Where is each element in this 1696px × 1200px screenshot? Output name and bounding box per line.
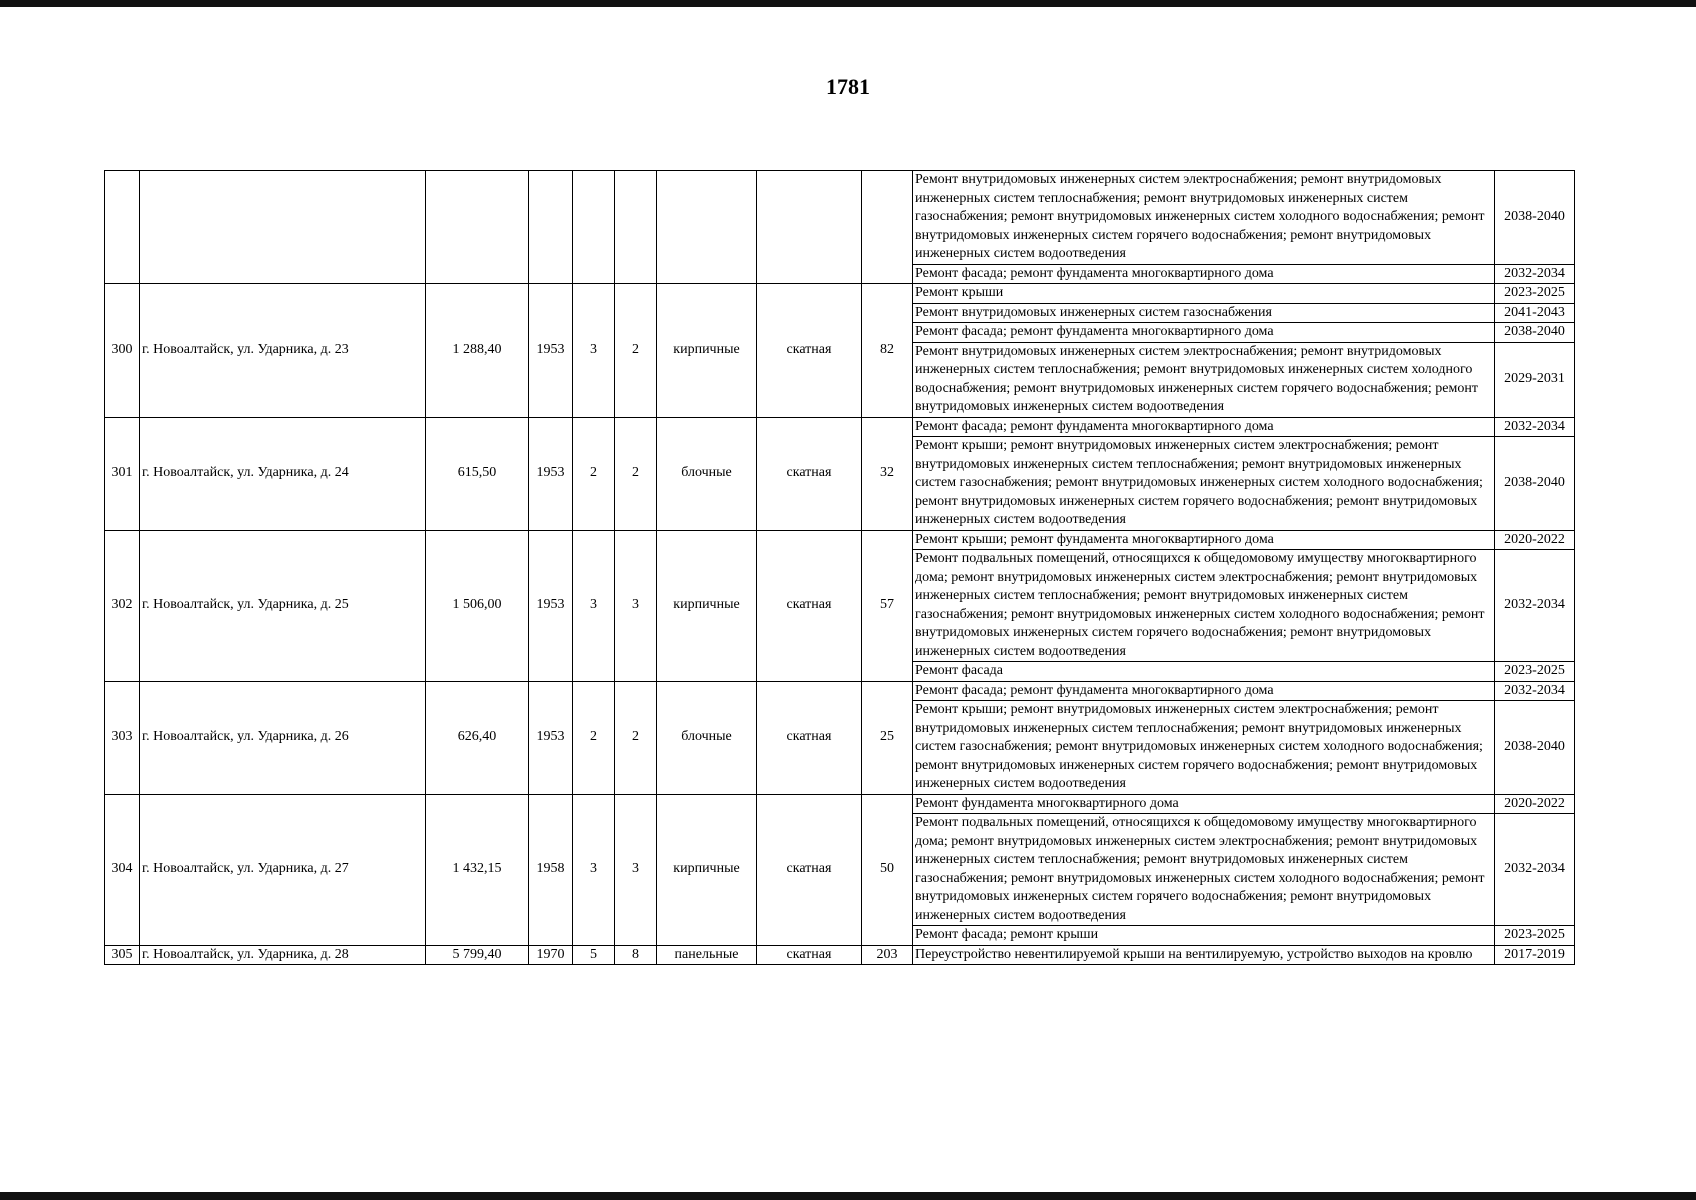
- row-number: 305: [105, 945, 140, 965]
- resident-count: 32: [862, 417, 913, 530]
- build-year: [529, 171, 573, 284]
- entrance-count: 8: [615, 945, 657, 965]
- work-description: Ремонт фасада; ремонт фундамента многоквартирного дома: [913, 264, 1495, 284]
- row-number: 301: [105, 417, 140, 530]
- work-period: 2017-2019: [1495, 945, 1575, 965]
- resident-count: 203: [862, 945, 913, 965]
- build-year: 1970: [529, 945, 573, 965]
- wall-material: блочные: [657, 681, 757, 794]
- scan-border-bottom: [0, 1192, 1696, 1200]
- table-row: [105, 530, 1575, 550]
- row-number: 304: [105, 794, 140, 945]
- work-period: 2032-2034: [1495, 814, 1575, 926]
- address: г. Новоалтайск, ул. Ударника, д. 28: [140, 945, 426, 965]
- roof-type: скатная: [757, 284, 862, 418]
- work-description: Ремонт внутридомовых инженерных систем электроснабжения; ремонт внутридомовых инженерных систем теплоснабжения; ремонт внутридомовых инженерных систем холодного водоснабжения; ремонт внутридомовых инженерных систем горячего водоснабжения; ремонт внутридомовых инженерных систем водоотведения: [913, 342, 1495, 417]
- roof-type: скатная: [757, 794, 862, 945]
- entrance-count: 2: [615, 417, 657, 530]
- work-description: Ремонт фундамента многоквартирного дома: [913, 794, 1495, 814]
- resident-count: 25: [862, 681, 913, 794]
- wall-material: панельные: [657, 945, 757, 965]
- wall-material: кирпичные: [657, 284, 757, 418]
- total-area: 1 432,15: [426, 794, 529, 945]
- build-year: 1953: [529, 530, 573, 681]
- address: г. Новоалтайск, ул. Ударника, д. 25: [140, 530, 426, 681]
- work-period: 2023-2025: [1495, 926, 1575, 946]
- total-area: 615,50: [426, 417, 529, 530]
- work-description: Переустройство невентилируемой крыши на вентилируемую, устройство выходов на кровлю: [913, 945, 1495, 965]
- work-period: 2041-2043: [1495, 303, 1575, 323]
- work-description: Ремонт подвальных помещений, относящихся к общедомовому имуществу многоквартирного дома; ремонт внутридомовых инженерных систем электроснабжения; ремонт внутридомовых инженерных систем теплоснабжения; ремонт внутридомовых инженерных систем газоснабжения; ремонт внутридомовых инженерных систем холодного водоснабжения; ремонт внутридомовых инженерных систем горячего водоснабжения; ремонт внутридомовых инженерных систем водоотведения: [913, 814, 1495, 926]
- row-number: 302: [105, 530, 140, 681]
- floor-count: [573, 171, 615, 284]
- work-period: 2038-2040: [1495, 701, 1575, 795]
- address: г. Новоалтайск, ул. Ударника, д. 24: [140, 417, 426, 530]
- work-period: 2020-2022: [1495, 794, 1575, 814]
- total-area: 1 288,40: [426, 284, 529, 418]
- build-year: 1958: [529, 794, 573, 945]
- table-body: [105, 171, 1575, 965]
- wall-material: [657, 171, 757, 284]
- work-description: Ремонт крыши; ремонт внутридомовых инженерных систем электроснабжения; ремонт внутридомовых инженерных систем теплоснабжения; ремонт внутридомовых инженерных систем газоснабжения; ремонт внутридомовых инженерных систем холодного водоснабжения; ремонт внутридомовых инженерных систем горячего водоснабжения; ремонт внутридомовых инженерных систем водоотведения: [913, 437, 1495, 531]
- total-area: 1 506,00: [426, 530, 529, 681]
- row-number: [105, 171, 140, 284]
- row-number: 300: [105, 284, 140, 418]
- build-year: 1953: [529, 417, 573, 530]
- work-period: 2032-2034: [1495, 550, 1575, 662]
- work-period: 2020-2022: [1495, 530, 1575, 550]
- address: [140, 171, 426, 284]
- resident-count: 50: [862, 794, 913, 945]
- address: г. Новоалтайск, ул. Ударника, д. 23: [140, 284, 426, 418]
- resident-count: 82: [862, 284, 913, 418]
- work-description: Ремонт подвальных помещений, относящихся к общедомовому имуществу многоквартирного дома; ремонт внутридомовых инженерных систем электроснабжения; ремонт внутридомовых инженерных систем теплоснабжения; ремонт внутридомовых инженерных систем газоснабжения; ремонт внутридомовых инженерных систем холодного водоснабжения; ремонт внутридомовых инженерных систем горячего водоснабжения; ремонт внутридомовых инженерных систем водоотведения: [913, 550, 1495, 662]
- work-description: Ремонт фасада; ремонт фундамента многоквартирного дома: [913, 417, 1495, 437]
- build-year: 1953: [529, 681, 573, 794]
- address: г. Новоалтайск, ул. Ударника, д. 27: [140, 794, 426, 945]
- work-period: 2038-2040: [1495, 323, 1575, 343]
- work-period: 2029-2031: [1495, 342, 1575, 417]
- roof-type: скатная: [757, 945, 862, 965]
- work-description: Ремонт крыши; ремонт внутридомовых инженерных систем электроснабжения; ремонт внутридомовых инженерных систем теплоснабжения; ремонт внутридомовых инженерных систем газоснабжения; ремонт внутридомовых инженерных систем холодного водоснабжения; ремонт внутридомовых инженерных систем горячего водоснабжения; ремонт внутридомовых инженерных систем водоотведения: [913, 701, 1495, 795]
- work-period: 2038-2040: [1495, 437, 1575, 531]
- work-description: Ремонт внутридомовых инженерных систем электроснабжения; ремонт внутридомовых инженерных систем теплоснабжения; ремонт внутридомовых инженерных систем газоснабжения; ремонт внутридомовых инженерных систем холодного водоснабжения; ремонт внутридомовых инженерных систем горячего водоснабжения; ремонт внутридомовых инженерных систем водоотведения: [913, 171, 1495, 265]
- build-year: 1953: [529, 284, 573, 418]
- table-row: [105, 284, 1575, 304]
- roof-type: скатная: [757, 681, 862, 794]
- scan-border-top: [0, 0, 1696, 7]
- work-period: 2023-2025: [1495, 662, 1575, 682]
- resident-count: [862, 171, 913, 284]
- total-area: 5 799,40: [426, 945, 529, 965]
- table-row: [105, 945, 1575, 965]
- work-period: 2032-2034: [1495, 681, 1575, 701]
- work-period: 2032-2034: [1495, 264, 1575, 284]
- floor-count: 2: [573, 417, 615, 530]
- table-row: [105, 171, 1575, 265]
- entrance-count: 3: [615, 530, 657, 681]
- work-period: 2032-2034: [1495, 417, 1575, 437]
- page-number: 1781: [826, 74, 870, 99]
- work-description: Ремонт фасада; ремонт крыши: [913, 926, 1495, 946]
- entrance-count: [615, 171, 657, 284]
- resident-count: 57: [862, 530, 913, 681]
- roof-type: скатная: [757, 417, 862, 530]
- work-description: Ремонт фасада: [913, 662, 1495, 682]
- floor-count: 3: [573, 794, 615, 945]
- floor-count: 3: [573, 284, 615, 418]
- floor-count: 5: [573, 945, 615, 965]
- work-description: Ремонт фасада; ремонт фундамента многоквартирного дома: [913, 681, 1495, 701]
- address: г. Новоалтайск, ул. Ударника, д. 26: [140, 681, 426, 794]
- work-description: Ремонт крыши; ремонт фундамента многоквартирного дома: [913, 530, 1495, 550]
- work-period: 2023-2025: [1495, 284, 1575, 304]
- entrance-count: 3: [615, 794, 657, 945]
- entrance-count: 2: [615, 681, 657, 794]
- roof-type: скатная: [757, 530, 862, 681]
- wall-material: кирпичные: [657, 794, 757, 945]
- work-description: Ремонт фасада; ремонт фундамента многоквартирного дома: [913, 323, 1495, 343]
- floor-count: 2: [573, 681, 615, 794]
- total-area: 626,40: [426, 681, 529, 794]
- total-area: [426, 171, 529, 284]
- table-row: [105, 417, 1575, 437]
- floor-count: 3: [573, 530, 615, 681]
- work-period: 2038-2040: [1495, 171, 1575, 265]
- table-row: [105, 681, 1575, 701]
- work-description: Ремонт крыши: [913, 284, 1495, 304]
- roof-type: [757, 171, 862, 284]
- table-row: [105, 794, 1575, 814]
- wall-material: кирпичные: [657, 530, 757, 681]
- wall-material: блочные: [657, 417, 757, 530]
- housing-repair-table: [104, 170, 1575, 965]
- row-number: 303: [105, 681, 140, 794]
- work-description: Ремонт внутридомовых инженерных систем газоснабжения: [913, 303, 1495, 323]
- entrance-count: 2: [615, 284, 657, 418]
